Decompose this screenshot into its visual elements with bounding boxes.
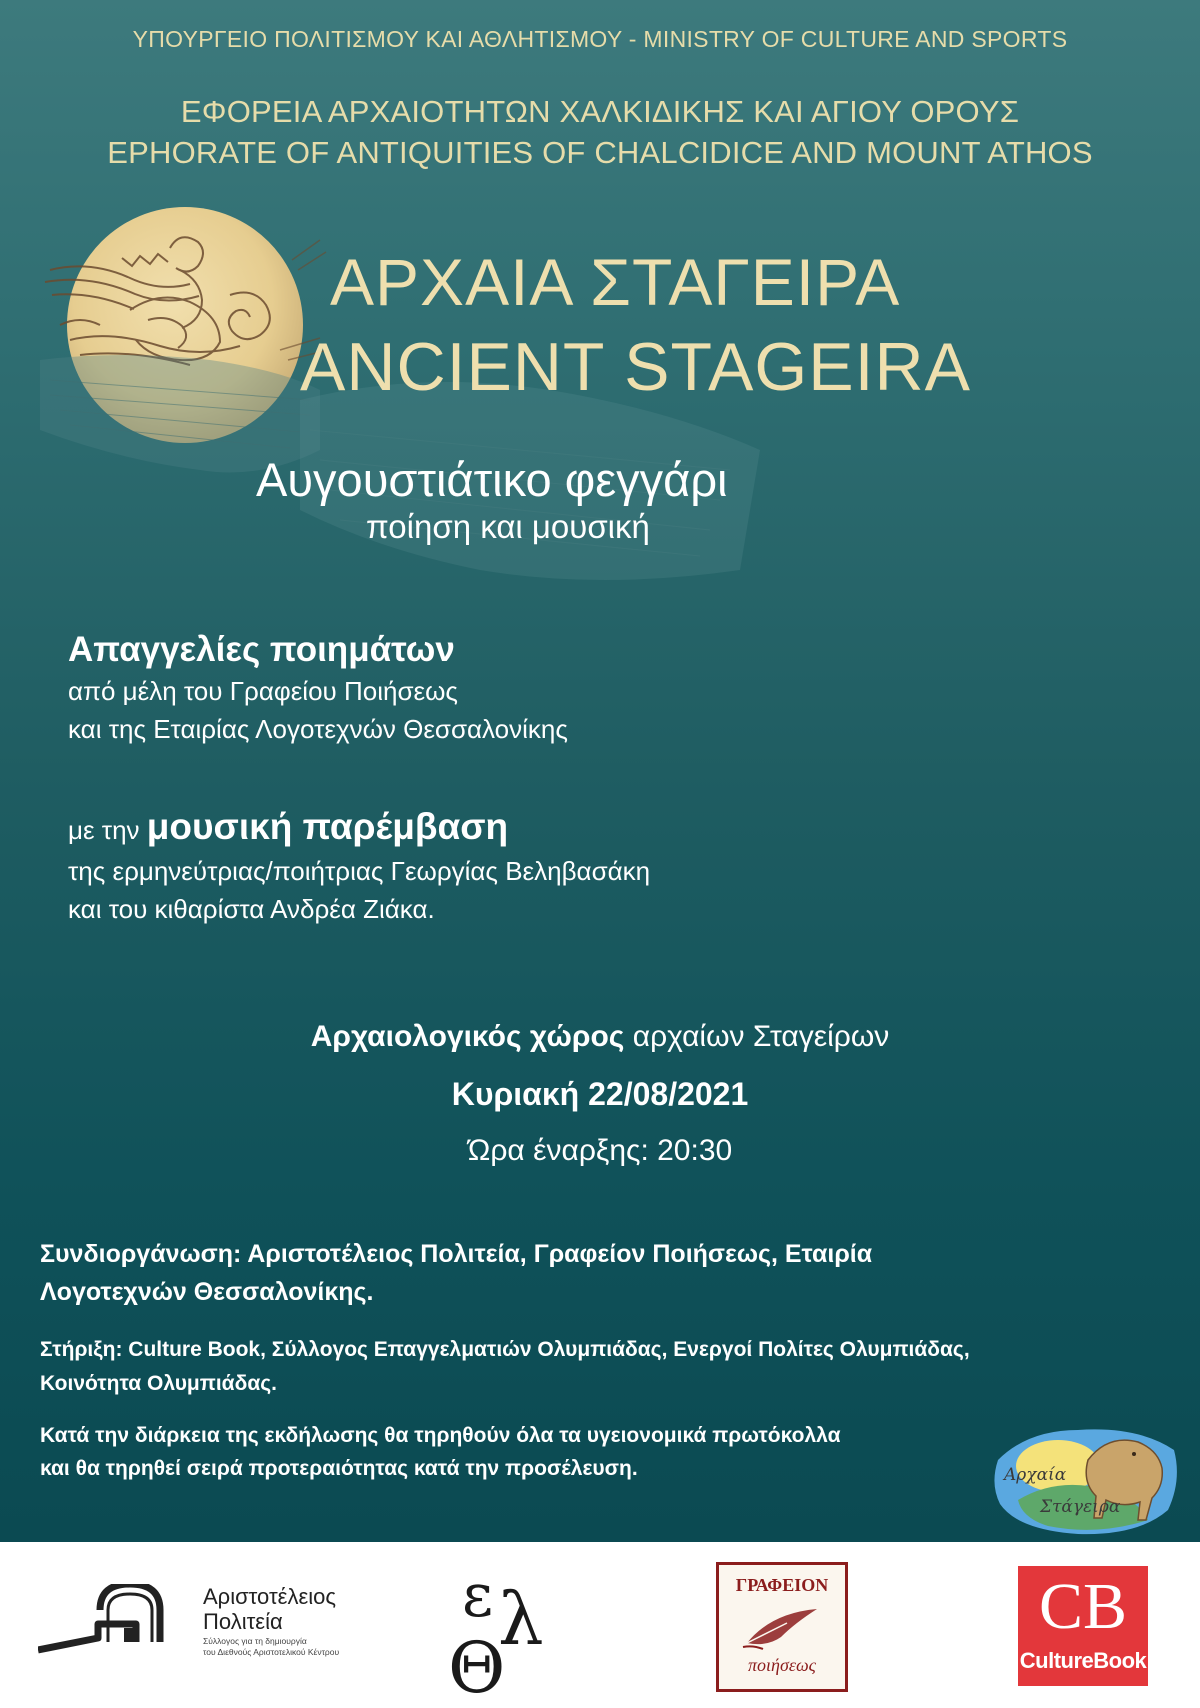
title-english: ANCIENT STAGEIRA (300, 329, 971, 405)
health-notice-line-1: Κατά την διάρκεια της εκδήλωσης θα τηρηθούν όλα τα υγειονομικά πρωτόκολλα (40, 1424, 841, 1447)
music-heading-prefix: με την (68, 815, 147, 845)
el-logo-lambda: λ (498, 1577, 544, 1661)
polity-name-line-2: Πολιτεία (203, 1609, 283, 1634)
polity-tagline (203, 1636, 339, 1658)
event-venue (0, 1020, 1200, 1054)
ephorate-title-greek: ΕΦΟΡΕΙΑ ΑΡΧΑΙΟΤΗΤΩΝ ΧΑΛΚΙΔΙΚΗΣ ΚΑΙ ΑΓΙΟΥ ΟΡΟΥΣ (180, 94, 1020, 129)
event-start-time: Ώρα έναρξης: 20:30 (467, 1134, 733, 1167)
recitations-line-2: και της Εταιρίας Λογοτεχνών Θεσσαλονίκης (68, 714, 568, 744)
ephorate-title-english: EPHORATE OF ANTIQUITIES OF CHALCIDICE AND MOUNT ATHOS (107, 135, 1093, 170)
support-line-2: Κοινότητα Ολυμπιάδας. (40, 1372, 277, 1395)
title-greek: ΑΡΧΑΙΑ ΣΤΑΓΕΙΡΑ (330, 245, 901, 319)
stageira-logo-word-1: Αρχαία (1004, 1465, 1067, 1485)
stageira-logo-word-2: Στάγειρα (1040, 1497, 1121, 1517)
venue-bold: Αρχαιολογικός χώρος (310, 1020, 625, 1053)
polity-tagline-line-2: του Διεθνούς Αριστοτελικού Κέντρου (203, 1647, 340, 1657)
cb-letters: CB (1038, 1570, 1128, 1643)
el-logo-theta: Θ (448, 1627, 506, 1696)
event-date: Κυριακή 22/08/2021 (451, 1076, 749, 1112)
quill-pen-icon (741, 1603, 825, 1651)
sponsor-footer (0, 1542, 1200, 1708)
organizers-line-1: Συνδιοργάνωση: Αριστοτέλειος Πολιτεία, Γραφείον Ποιήσεως, Εταιρία (40, 1240, 873, 1268)
support-line-1: Στήριξη: Culture Book, Σύλλογος Επαγγελματιών Ολυμπιάδας, Ενεργοί Πολίτες Ολυμπιάδας, (40, 1338, 970, 1361)
recitations-line-1: από μέλη του Γραφείου Ποιήσεως (68, 676, 458, 706)
event-subtitle: Αυγουστιάτικο φεγγάρι (256, 453, 728, 506)
recitations-heading: Απαγγελίες ποιημάτων (68, 630, 455, 669)
ministry-header: ΥΠΟΥΡΓΕΙΟ ΠΟΛΙΤΙΣΜΟΥ ΚΑΙ ΑΘΛΗΤΙΣΜΟΥ - MINISTRY OF CULTURE AND SPORTS (132, 26, 1068, 52)
grafeion-title: ΓΡΑΦΕΙΟΝ (735, 1575, 829, 1595)
grafeion-subtitle: ποιήσεως (748, 1655, 816, 1675)
culturebook-wordmark: CultureBook (1019, 1648, 1147, 1673)
culturebook-logo (1018, 1566, 1148, 1686)
event-subtitle-secondary: ποίηση και μουσική (366, 508, 650, 545)
venue-rest: αρχαίων Σταγείρων (624, 1020, 890, 1053)
organizers-line-2: Λογοτεχνών Θεσσαλονίκης. (40, 1278, 374, 1306)
polity-name (203, 1584, 336, 1634)
music-line-1: της ερμηνεύτριας/ποιήτριας Γεωργίας Βεληβασάκη (68, 856, 651, 886)
writers-society-logo (448, 1564, 556, 1696)
music-heading-bold: μουσική παρέμβαση (146, 806, 509, 847)
music-line-2: και του κιθαρίστα Ανδρέα Ζιάκα. (68, 894, 435, 924)
ancient-stageira-logo (988, 1420, 1180, 1538)
poetry-office-logo (716, 1562, 848, 1692)
el-logo-epsilon: ε (462, 1564, 494, 1631)
music-heading (68, 806, 508, 848)
polity-building-icon (38, 1584, 198, 1660)
polity-tagline-line-1: Σύλλογος για τη δημιουργία (203, 1636, 307, 1646)
polity-name-line-1: Αριστοτέλειος (203, 1584, 336, 1609)
health-notice-line-2: και θα τηρηθεί σειρά προτεραιότητας κατά την προσέλευση. (40, 1457, 638, 1480)
